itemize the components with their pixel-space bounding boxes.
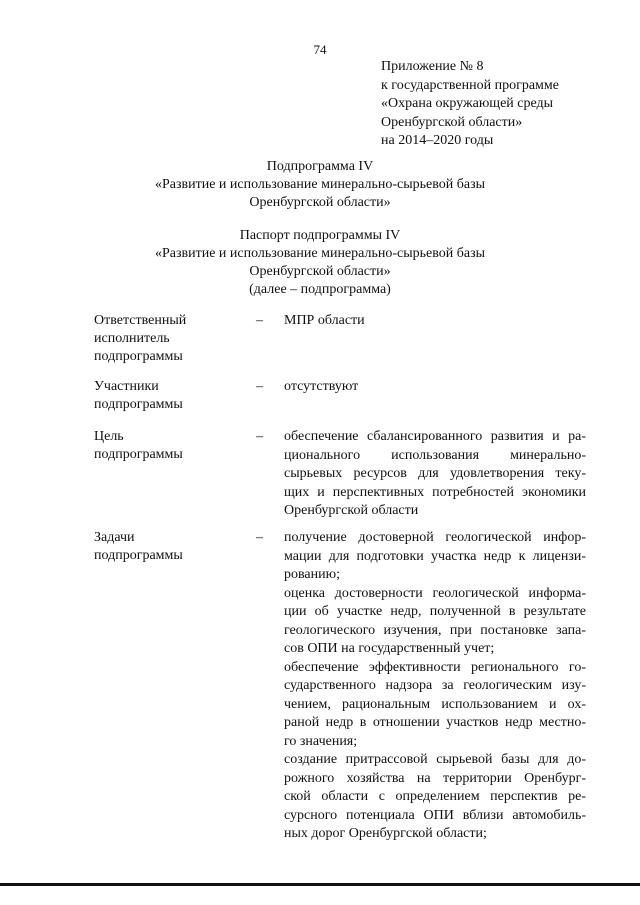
value-line: геологического изучения, при постановке запа- [284, 622, 586, 638]
appendix-line: Оренбургской области» [381, 114, 523, 130]
value-line: получение достоверной геологической инфор- [284, 530, 586, 545]
value-line: чением, рациональным использованием и ох- [284, 696, 586, 712]
row-value-tasks [284, 529, 586, 844]
value-line: обеспечение сбалансированного развития и ра- [284, 429, 586, 444]
appendix-line: Приложение № 8 [381, 59, 484, 74]
value-line: раной недр в отношении участков недр местно- [284, 715, 586, 730]
row-dash: – [256, 313, 263, 328]
value-line: рованию; [284, 567, 340, 582]
heading-line: (далее – подпрограмма) [249, 282, 391, 297]
value-line: Оренбургской области [284, 503, 419, 518]
value-line: обеспечение эффективности регионального го- [284, 659, 586, 675]
value-line: сурсного потенциала ОПИ вблизи автомобиль- [284, 807, 586, 823]
appendix-note [381, 58, 559, 151]
heading-line: «Развитие и использование минерально-сырьевой базы [154, 246, 486, 261]
value-line: рожного хозяйства на территории Оренбург- [284, 770, 586, 786]
value-line: сударственного надзора за геологическим изу- [284, 678, 586, 693]
value-line: мации для подготовки участка недр к лицензи- [284, 548, 586, 564]
label-line: подпрограммы [94, 397, 183, 412]
bottom-rule [0, 883, 640, 886]
heading-line: Паспорт подпрограммы IV [239, 228, 401, 243]
appendix-line: на 2014–2020 годы [381, 133, 494, 148]
label-line: Ответственный [94, 313, 187, 328]
row-label-tasks [94, 529, 244, 565]
value-line: го значения; [284, 733, 358, 749]
row-dash: – [256, 379, 263, 394]
value-line: щих и перспективных потребностей экономики [284, 484, 586, 500]
value-line: отсутствуют [284, 379, 359, 394]
appendix-line: «Охрана окружающей среды [381, 96, 554, 111]
page-number: 74 [313, 42, 327, 57]
appendix-line: к государственной программе [381, 77, 559, 93]
row-label-responsible [94, 312, 244, 366]
label-line: подпрограммы [94, 349, 183, 364]
row-label-participants [94, 378, 244, 414]
value-line: сов ОПИ на государственный учет; [284, 641, 495, 656]
label-line: Цель [94, 429, 124, 444]
heading-line: Подпрограмма IV [266, 159, 374, 174]
value-line: ционального использования минерально- [284, 447, 586, 463]
value-line: МПР области [284, 313, 365, 328]
subprogram-heading [0, 158, 640, 212]
label-line: подпрограммы [94, 447, 183, 462]
heading-line: Оренбургской области» [249, 264, 391, 279]
value-line: ных дорог Оренбургской области; [284, 826, 487, 841]
label-line: Участники [94, 379, 159, 394]
row-dash: – [256, 530, 263, 545]
heading-line: «Развитие и использование минерально-сырьевой базы [154, 177, 486, 192]
value-line: ской области с определением перспектив ре- [284, 789, 586, 804]
value-line: сырьевых ресурсов для удовлетворения теку- [284, 466, 586, 481]
label-line: Задачи [94, 530, 135, 545]
label-line: подпрограммы [94, 548, 183, 563]
value-line: ции об участке недр, полученной в результате [284, 604, 586, 619]
row-value-participants [284, 378, 586, 397]
label-line: исполнитель [94, 331, 170, 346]
row-dash: – [256, 429, 263, 444]
value-line: оценка достоверности геологической информа- [284, 585, 586, 601]
row-value-responsible [284, 312, 586, 331]
passport-heading [0, 227, 640, 299]
row-label-goal [94, 428, 244, 464]
value-line: создание притрассовой сырьевой базы для до- [284, 752, 586, 767]
row-value-goal [284, 428, 586, 521]
heading-line: Оренбургской области» [249, 195, 391, 210]
